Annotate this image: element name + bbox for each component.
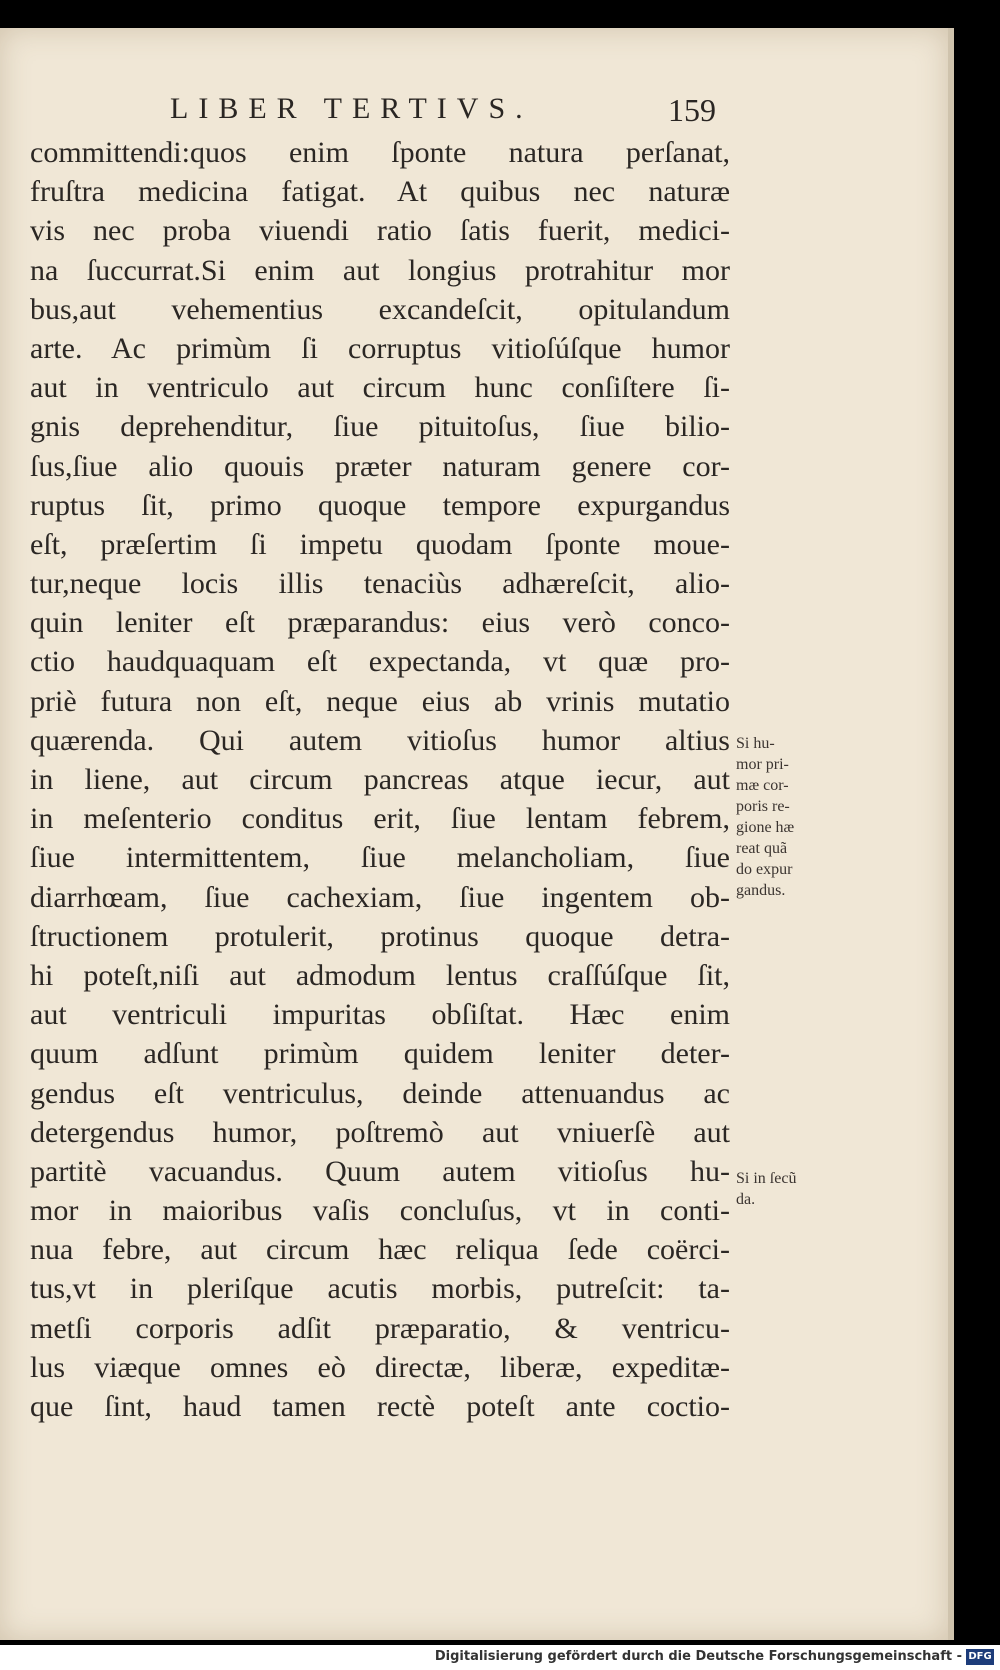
running-title: LIBER TERTIVS. xyxy=(170,92,533,125)
text-line: ruptus ſit, primo quoque tempore expurgandus xyxy=(30,488,730,522)
text-line: gnis deprehenditur, ſiue pituitoſus, ſiue bilio- xyxy=(30,410,730,444)
text-line: priè futura non eſt, neque eius ab vrinis mutatio xyxy=(30,684,730,718)
page-number: 159 xyxy=(668,92,716,128)
text-line: diarrhœam, ſiue cachexiam, ſiue ingentem ob- xyxy=(30,880,730,914)
margin-note-line: mor pri- xyxy=(736,756,789,773)
text-line: ſtructionem protulerit, protinus quoque detra- xyxy=(30,919,730,953)
text-line: gendus eſt ventriculus, deinde attenuandus ac xyxy=(30,1076,730,1110)
text-line: que ſint, haud tamen rectè poteſt ante coctio- xyxy=(30,1390,730,1423)
text-line: nua febre, aut circum hæc reliqua ſede coërci- xyxy=(30,1233,730,1267)
text-line: fruſtra medicina fatigat. At quibus nec naturæ xyxy=(30,175,730,209)
text-line: detergendus humor, poſtremò aut vniuerſè aut xyxy=(30,1115,730,1149)
text-line: in meſenterio conditus erit, ſiue lentam febrem, xyxy=(30,802,730,836)
text-line: ctio haudquaquam eſt expectanda, vt quæ pro- xyxy=(30,645,730,679)
margin-note-line: poris re- xyxy=(736,798,790,815)
margin-note-line: do expur xyxy=(736,861,793,878)
text-line: bus,aut vehementius excandeſcit, opitulandum xyxy=(30,292,730,326)
running-header xyxy=(0,92,948,132)
body-text xyxy=(30,133,730,1426)
text-line: committendi:quos enim ſponte natura perſanat, xyxy=(30,136,730,169)
text-line: ſus,ſiue alio quouis præter naturam genere cor- xyxy=(30,449,730,483)
text-line: hi poteſt,niſi aut admodum lentus craſſúſque ſit, xyxy=(30,958,730,992)
text-line: metſi corporis adſit præparatio, & ventricu- xyxy=(30,1311,730,1345)
margin-note-line: mæ cor- xyxy=(736,777,789,794)
text-line: in liene, aut circum pancreas atque iecur, aut xyxy=(30,763,730,796)
dfg-logo: DFG xyxy=(966,1649,994,1665)
text-line: aut ventriculi impuritas obſiſtat. Hæc enim xyxy=(30,998,730,1032)
text-line: quærenda. Qui autem vitioſus humor altius xyxy=(30,723,730,757)
text-line: ſiue intermittentem, ſiue melancholiam, ſiue xyxy=(30,841,730,875)
text-line: quum adſunt primùm quidem leniter deter- xyxy=(30,1037,730,1071)
text-line: tus,vt in pleriſque acutis morbis, putreſcit: ta- xyxy=(30,1272,730,1306)
footer-credit: Digitalisierung gefördert durch die Deutsche Forschungsgemeinschaft - xyxy=(434,1649,962,1664)
margin-note-line: da. xyxy=(736,1191,756,1208)
text-line: na ſuccurrat.Si enim aut longius protrahitur mor xyxy=(30,253,730,287)
text-line: arte. Ac primùm ſi corruptus vitioſúſque humor xyxy=(30,331,730,365)
margin-note-line: Si hu- xyxy=(736,735,775,752)
margin-note-secunda xyxy=(736,1168,836,1210)
page-edge xyxy=(948,28,954,1640)
margin-note-purge xyxy=(736,733,836,901)
margin-note-line: reat quã xyxy=(736,840,788,857)
text-line: eſt, præſertim ſi impetu quodam ſponte moue- xyxy=(30,527,730,561)
text-line: mor in maioribus vaſis concluſus, vt in conti- xyxy=(30,1194,730,1228)
footer-bar xyxy=(0,1645,1000,1670)
margin-note-line: gione hæ xyxy=(736,819,795,836)
text-line: lus viæque omnes eò directæ, liberæ, expeditæ- xyxy=(30,1350,730,1384)
margin-note-line: Si in ſecũ xyxy=(736,1170,797,1187)
text-line: quin leniter eſt præparandus: eius verò conco- xyxy=(30,606,730,640)
text-line: partitè vacuandus. Quum autem vitioſus hu- xyxy=(30,1154,730,1188)
text-line: vis nec proba viuendi ratio ſatis fuerit, medici- xyxy=(30,214,730,248)
text-line: tur,neque locis illis tenaciùs adhæreſcit, alio- xyxy=(30,567,730,601)
text-line: aut in ventriculo aut circum hunc conſiſtere ſi- xyxy=(30,371,730,405)
margin-note-line: gandus. xyxy=(736,882,786,899)
